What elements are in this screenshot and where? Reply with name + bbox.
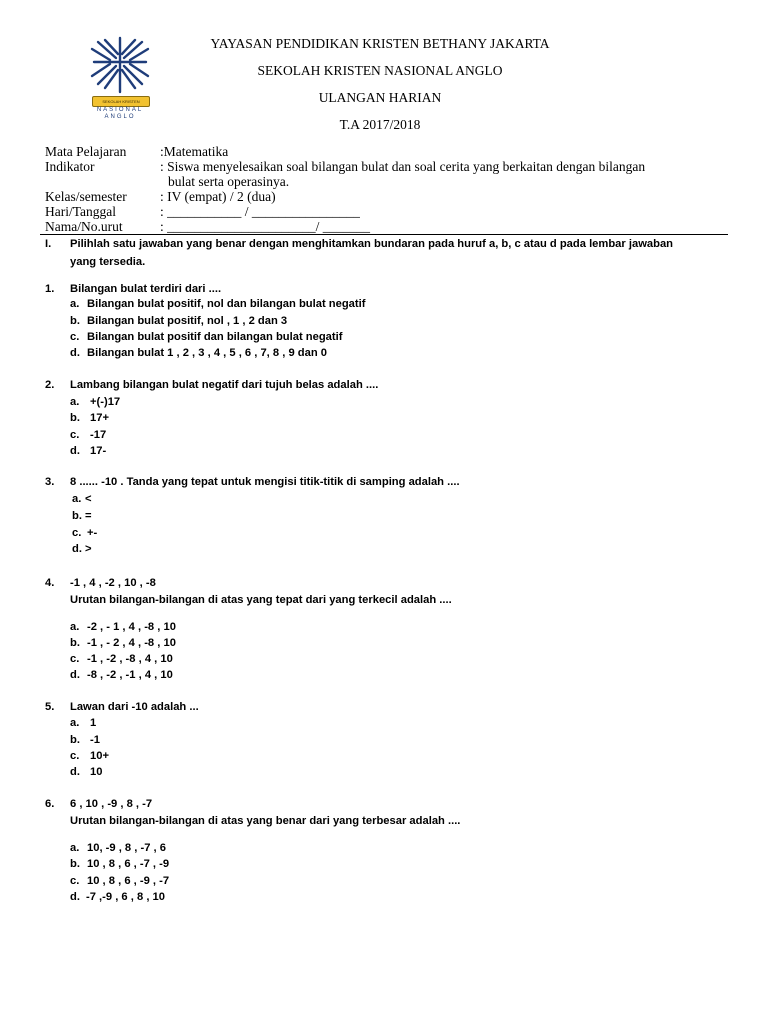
option-text: 10, -9 , 8 , -7 , 6: [87, 842, 166, 854]
header-divider: [40, 234, 728, 235]
header-foundation: YAYASAN PENDIDIKAN KRISTEN BETHANY JAKARTA: [210, 36, 550, 51]
option-letter: b.: [70, 315, 80, 327]
option-text: 10 , 8 , 6 , -7 , -9: [87, 858, 170, 870]
option-text: Bilangan bulat positif, nol dan bilangan bulat negatif: [87, 298, 366, 310]
question-subtext: Urutan bilangan-bilangan di atas yang tepat dari yang terkecil adalah ....: [70, 594, 452, 606]
option-text: +(-)17: [90, 396, 121, 408]
info-label-day-date: Hari/Tanggal: [45, 204, 117, 219]
question-text: -1 , 4 , -2 , 10 , -8: [70, 577, 156, 589]
option-text: Bilangan bulat positif dan bilangan bulat negatif: [87, 331, 343, 343]
option-letter: b.: [72, 510, 82, 522]
question-text: 8 ...... -10 . Tanda yang tepat untuk mengisi titik-titik di samping adalah ....: [70, 476, 460, 488]
option-letter: a.: [70, 298, 80, 310]
option-letter: d.: [70, 891, 80, 903]
option-text: -7 ,-9 , 6 , 8 , 10: [86, 891, 165, 903]
question-number: 4.: [45, 577, 55, 589]
header-exam-title: ULANGAN HARIAN: [318, 90, 442, 105]
logo-line1: NASIONAL: [96, 107, 144, 113]
option-text: Bilangan bulat positif, nol , 1 , 2 dan 3: [87, 315, 288, 327]
option-text: 10+: [90, 750, 109, 762]
question-number: 1.: [45, 283, 55, 295]
option-text: -17: [90, 429, 107, 441]
option-letter: c.: [72, 527, 82, 539]
logo-banner: [92, 96, 150, 107]
logo-line2: ANGLO: [104, 114, 136, 120]
question-text: Lambang bilangan bulat negatif dari tujuh belas adalah ....: [70, 379, 379, 391]
option-text: =: [85, 510, 92, 522]
option-text: -1 , - 2 , 4 , -8 , 10: [87, 637, 176, 649]
option-text: Bilangan bulat 1 , 2 , 3 , 4 , 5 , 6 , 7, 8 , 9 dan 0: [87, 347, 327, 359]
question-number: 6.: [45, 798, 55, 810]
section-number: I.: [45, 238, 52, 250]
option-letter: c.: [70, 750, 80, 762]
option-text: -1 , -2 , -8 , 4 , 10: [87, 653, 173, 665]
info-value-class-semester: : IV (empat) / 2 (dua): [160, 189, 276, 204]
option-text: +-: [87, 527, 98, 539]
option-letter: d.: [70, 445, 80, 457]
header-school: SEKOLAH KRISTEN NASIONAL ANGLO: [257, 63, 503, 78]
option-letter: d.: [70, 669, 80, 681]
option-text: 17-: [90, 445, 107, 457]
option-text: -1: [90, 734, 100, 746]
info-label-class-semester: Kelas/semester: [45, 189, 127, 204]
option-text: -2 , - 1 , 4 , -8 , 10: [87, 621, 176, 633]
info-value-indicator-cont: bulat serta operasinya.: [168, 174, 290, 189]
option-letter: a.: [70, 842, 80, 854]
info-label-subject: Mata Pelajaran: [45, 144, 127, 159]
option-letter: c.: [70, 331, 80, 343]
option-letter: a.: [70, 717, 80, 729]
option-letter: d.: [72, 543, 82, 555]
logo-banner-text: SEKOLAH KRISTEN: [102, 99, 140, 104]
option-text: 1: [90, 717, 97, 729]
question-text: Lawan dari -10 adalah ...: [70, 701, 199, 713]
option-text: <: [85, 493, 92, 505]
option-letter: d.: [70, 347, 80, 359]
option-text: -8 , -2 , -1 , 4 , 10: [87, 669, 173, 681]
option-letter: b.: [70, 637, 80, 649]
option-text: 10 , 8 , 6 , -9 , -7: [87, 875, 170, 887]
section-instruction: Pilihlah satu jawaban yang benar dengan menghitamkan bundaran pada huruf a, b, c atau d pada lembar jawaban: [70, 238, 674, 250]
option-text: >: [85, 543, 92, 555]
option-letter: d.: [70, 766, 80, 778]
option-letter: c.: [70, 653, 80, 665]
option-letter: b.: [70, 412, 80, 424]
question-subtext: Urutan bilangan-bilangan di atas yang benar dari yang terbesar adalah ....: [70, 815, 461, 827]
header-academic-year: T.A 2017/2018: [339, 117, 421, 132]
option-letter: a.: [72, 493, 82, 505]
question-number: 3.: [45, 476, 55, 488]
info-value-name-number: : ______________________/ _______: [160, 219, 371, 234]
option-letter: a.: [70, 396, 80, 408]
info-label-indicator: Indikator: [45, 159, 95, 174]
option-text: 10: [90, 766, 103, 778]
question-number: 5.: [45, 701, 55, 713]
info-value-day-date: : ___________ / ________________: [160, 204, 360, 219]
option-letter: a.: [70, 621, 80, 633]
question-text: 6 , 10 , -9 , 8 , -7: [70, 798, 153, 810]
question-number: 2.: [45, 379, 55, 391]
option-letter: c.: [70, 429, 80, 441]
option-letter: b.: [70, 734, 80, 746]
option-letter: b.: [70, 858, 80, 870]
option-letter: c.: [70, 875, 80, 887]
info-value-indicator: : Siswa menyelesaikan soal bilangan bulat dan soal cerita yang berkaitan dengan bilangan: [160, 159, 646, 174]
section-instruction-cont: yang tersedia.: [70, 256, 146, 268]
option-text: 17+: [90, 412, 109, 424]
info-value-subject: :Matematika: [160, 144, 229, 159]
question-text: Bilangan bulat terdiri dari ....: [70, 283, 222, 295]
info-label-name-number: Nama/No.urut: [45, 219, 123, 234]
